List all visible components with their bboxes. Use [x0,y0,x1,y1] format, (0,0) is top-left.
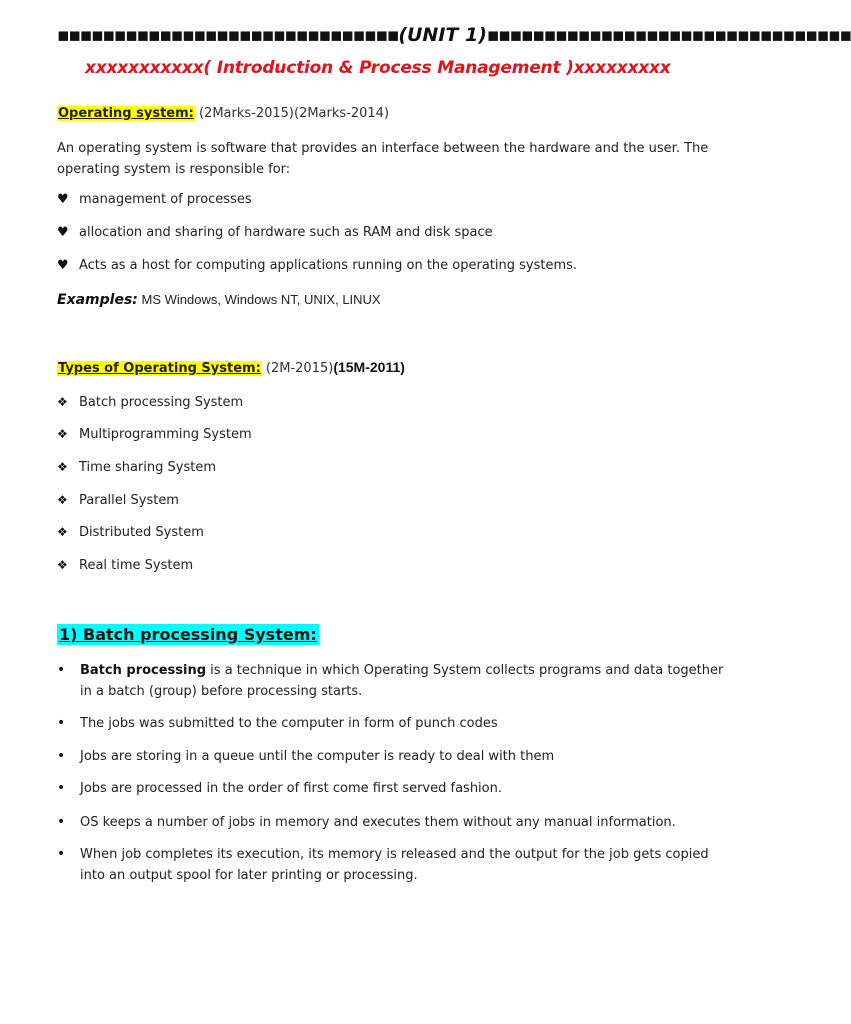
list-item [57,844,737,886]
examples-value: MS Windows, Windows NT, UNIX, LINUX [137,292,381,307]
round-bullet-icon: • [57,780,66,796]
list-item-text: Jobs are storing in a queue until the computer is ready to deal with them [80,749,555,764]
list-item [57,192,252,207]
dotted-rule-right: ▪▪▪▪▪▪▪▪▪▪▪▪▪▪▪▪▪▪▪▪▪▪▪▪▪▪▪▪▪▪▪▪ [486,24,851,46]
os-marks: (2Marks-2015)(2Marks-2014) [194,106,390,121]
round-bullet-icon: • [57,748,66,764]
os-heading-line [57,105,389,121]
batch-heading: 1) Batch processing System: [59,625,317,644]
list-item-text: Multiprogramming System [79,427,252,442]
diamond-bullet-icon: ❖ [57,558,68,572]
list-item-text: management of processes [79,192,252,207]
list-item [57,493,179,508]
list-item [57,812,737,833]
list-item-text: Real time System [79,558,194,573]
list-item [57,778,737,799]
list-item [57,525,204,540]
diamond-bullet-icon: ❖ [57,395,68,409]
heart-bullet-icon: ♥ [57,192,69,207]
list-item [57,746,737,767]
types-marks: (2M-2015) [261,361,334,376]
list-item [57,460,216,475]
list-item-text: allocation and sharing of hardware such as RAM and disk space [79,225,493,240]
list-item-text: Jobs are processed in the order of first come first served fashion. [80,781,502,796]
unit-title: (UNIT 1) [398,24,487,46]
list-item-text: OS keeps a number of jobs in memory and executes them without any manual information. [80,815,676,830]
list-item-text: Distributed System [79,525,204,540]
bold-term: Batch processing [80,663,207,678]
types-heading: Types of Operating System: [58,361,261,376]
heart-bullet-icon: ♥ [57,225,69,240]
diamond-bullet-icon: ❖ [57,427,68,441]
round-bullet-icon: • [57,662,66,678]
list-item-text: The jobs was submitted to the computer in form of punch codes [80,716,498,731]
list-item [57,713,737,734]
list-item-text: Batch processing System [79,395,244,410]
list-item-text: Acts as a host for computing applications running on the operating systems. [79,258,578,273]
list-item [57,558,193,573]
diamond-bullet-icon: ❖ [57,493,68,507]
types-heading-line [57,359,405,376]
list-item-text: Batch processing is a technique in which Operating System collects programs and data together in a batch (group) before processing starts. [80,663,724,699]
list-item [57,225,493,240]
list-item [57,258,577,273]
unit-subtitle: xxxxxxxxxxx( Introduction & Process Management )xxxxxxxxx [85,58,671,78]
diamond-bullet-icon: ❖ [57,525,68,539]
examples-label: Examples: [57,292,138,308]
os-heading: Operating system: [58,106,194,121]
types-marks-bold: (15M-2011) [333,359,405,375]
list-item-text: When job completes its execution, its memory is released and the output for the job gets copied into an output spool for later printing or processing. [80,847,709,883]
list-item-text: Parallel System [79,493,179,508]
list-item [57,395,243,410]
unit-title-line [57,24,851,46]
dotted-rule-left: ▪▪▪▪▪▪▪▪▪▪▪▪▪▪▪▪▪▪▪▪▪▪▪▪▪▪▪▪▪▪ [57,24,399,46]
examples-line [57,292,381,308]
diamond-bullet-icon: ❖ [57,460,68,474]
list-item [57,660,737,702]
list-item-text: Time sharing System [79,460,216,475]
round-bullet-icon: • [57,814,66,830]
os-definition-paragraph: An operating system is software that provides an interface between the hardware and the user. The operating system is responsible for: [57,141,709,177]
heart-bullet-icon: ♥ [57,258,69,273]
round-bullet-icon: • [57,715,66,731]
round-bullet-icon: • [57,846,66,862]
list-item [57,427,252,442]
batch-heading-line [57,625,319,644]
